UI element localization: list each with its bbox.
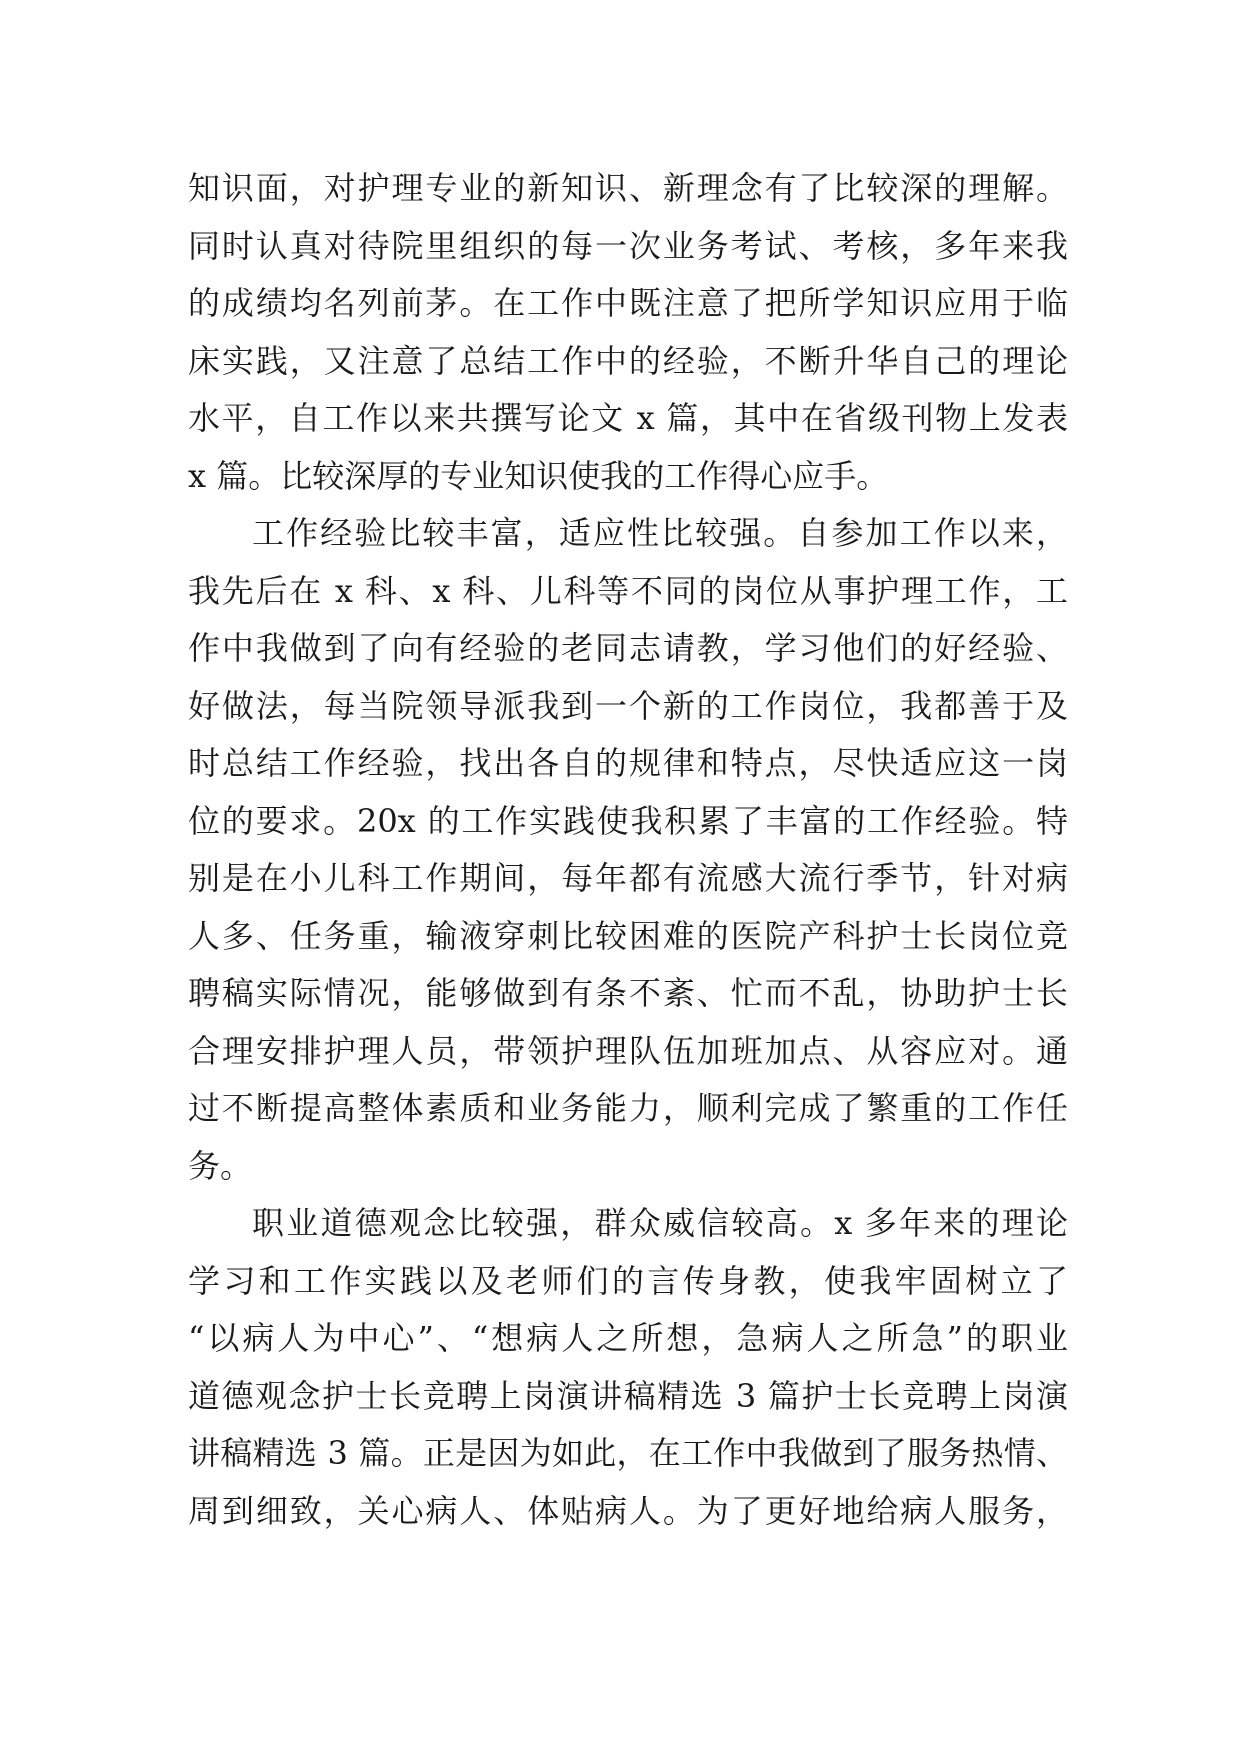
text-line: 水平，自工作以来共撰写论文 x 篇，其中在省级刊物上发表 (188, 399, 1068, 437)
text-line: 的成绩均名列前茅。在工作中既注意了把所学知识应用于临 (188, 284, 1068, 322)
text-line: 合理安排护理人员，带领护理队伍加班加点、从容应对。通 (188, 1031, 1068, 1070)
text-line: 务。 (188, 1146, 253, 1185)
paragraph-professional-knowledge (188, 160, 1068, 505)
text-line: 位的要求。20x 的工作实践使我积累了丰富的工作经验。特 (188, 801, 1068, 840)
text-line: 学习和工作实践以及老师们的言传身教，使我牢固树立了 (188, 1261, 1068, 1300)
text-line: 职业道德观念比较强，群众威信较高。x 多年来的理论 (252, 1204, 1068, 1242)
text-line: 时总结工作经验，找出各自的规律和特点，尽快适应这一岗 (188, 744, 1068, 782)
text-line: 作中我做到了向有经验的老同志请教，学习他们的好经验、 (188, 629, 1068, 667)
text-line: 道德观念护士长竞聘上岗演讲稿精选 3 篇护士长竞聘上岗演 (188, 1376, 1068, 1415)
paragraph-professional-ethics (188, 1195, 1068, 1540)
text-line: 别是在小儿科工作期间，每年都有流感大流行季节，针对病 (188, 859, 1068, 897)
text-line: 人多、任务重，输液穿刺比较困难的医院产科护士长岗位竞 (188, 916, 1068, 955)
text-line: 工作经验比较丰富，适应性比较强。自参加工作以来， (252, 514, 1068, 552)
text-line: 好做法，每当院领导派我到一个新的工作岗位，我都善于及 (188, 686, 1068, 725)
document-body (188, 160, 1068, 1540)
text-line: 同时认真对待院里组织的每一次业务考试、考核，多年来我 (188, 226, 1068, 265)
text-line: 我先后在 x 科、x 科、儿科等不同的岗位从事护理工作，工 (188, 571, 1068, 610)
paragraph-work-experience (188, 505, 1068, 1195)
text-line: 周到细致，关心病人、体贴病人。为了更好地给病人服务， (188, 1491, 1068, 1530)
text-line: 床实践，又注意了总结工作中的经验，不断升华自己的理论 (188, 341, 1068, 380)
text-line: x 篇。比较深厚的专业知识使我的工作得心应手。 (188, 456, 889, 495)
text-line: 讲稿精选 3 篇。正是因为如此，在工作中我做到了服务热情、 (188, 1434, 1068, 1472)
text-line: 过不断提高整体素质和业务能力，顺利完成了繁重的工作任 (188, 1089, 1068, 1127)
text-line: “以病人为中心”、“想病人之所想，急病人之所急”的职业 (188, 1319, 1068, 1357)
text-line: 知识面，对护理专业的新知识、新理念有了比较深的理解。 (188, 169, 1068, 207)
text-line: 聘稿实际情况，能够做到有条不紊、忙而不乱，协助护士长 (188, 974, 1068, 1012)
